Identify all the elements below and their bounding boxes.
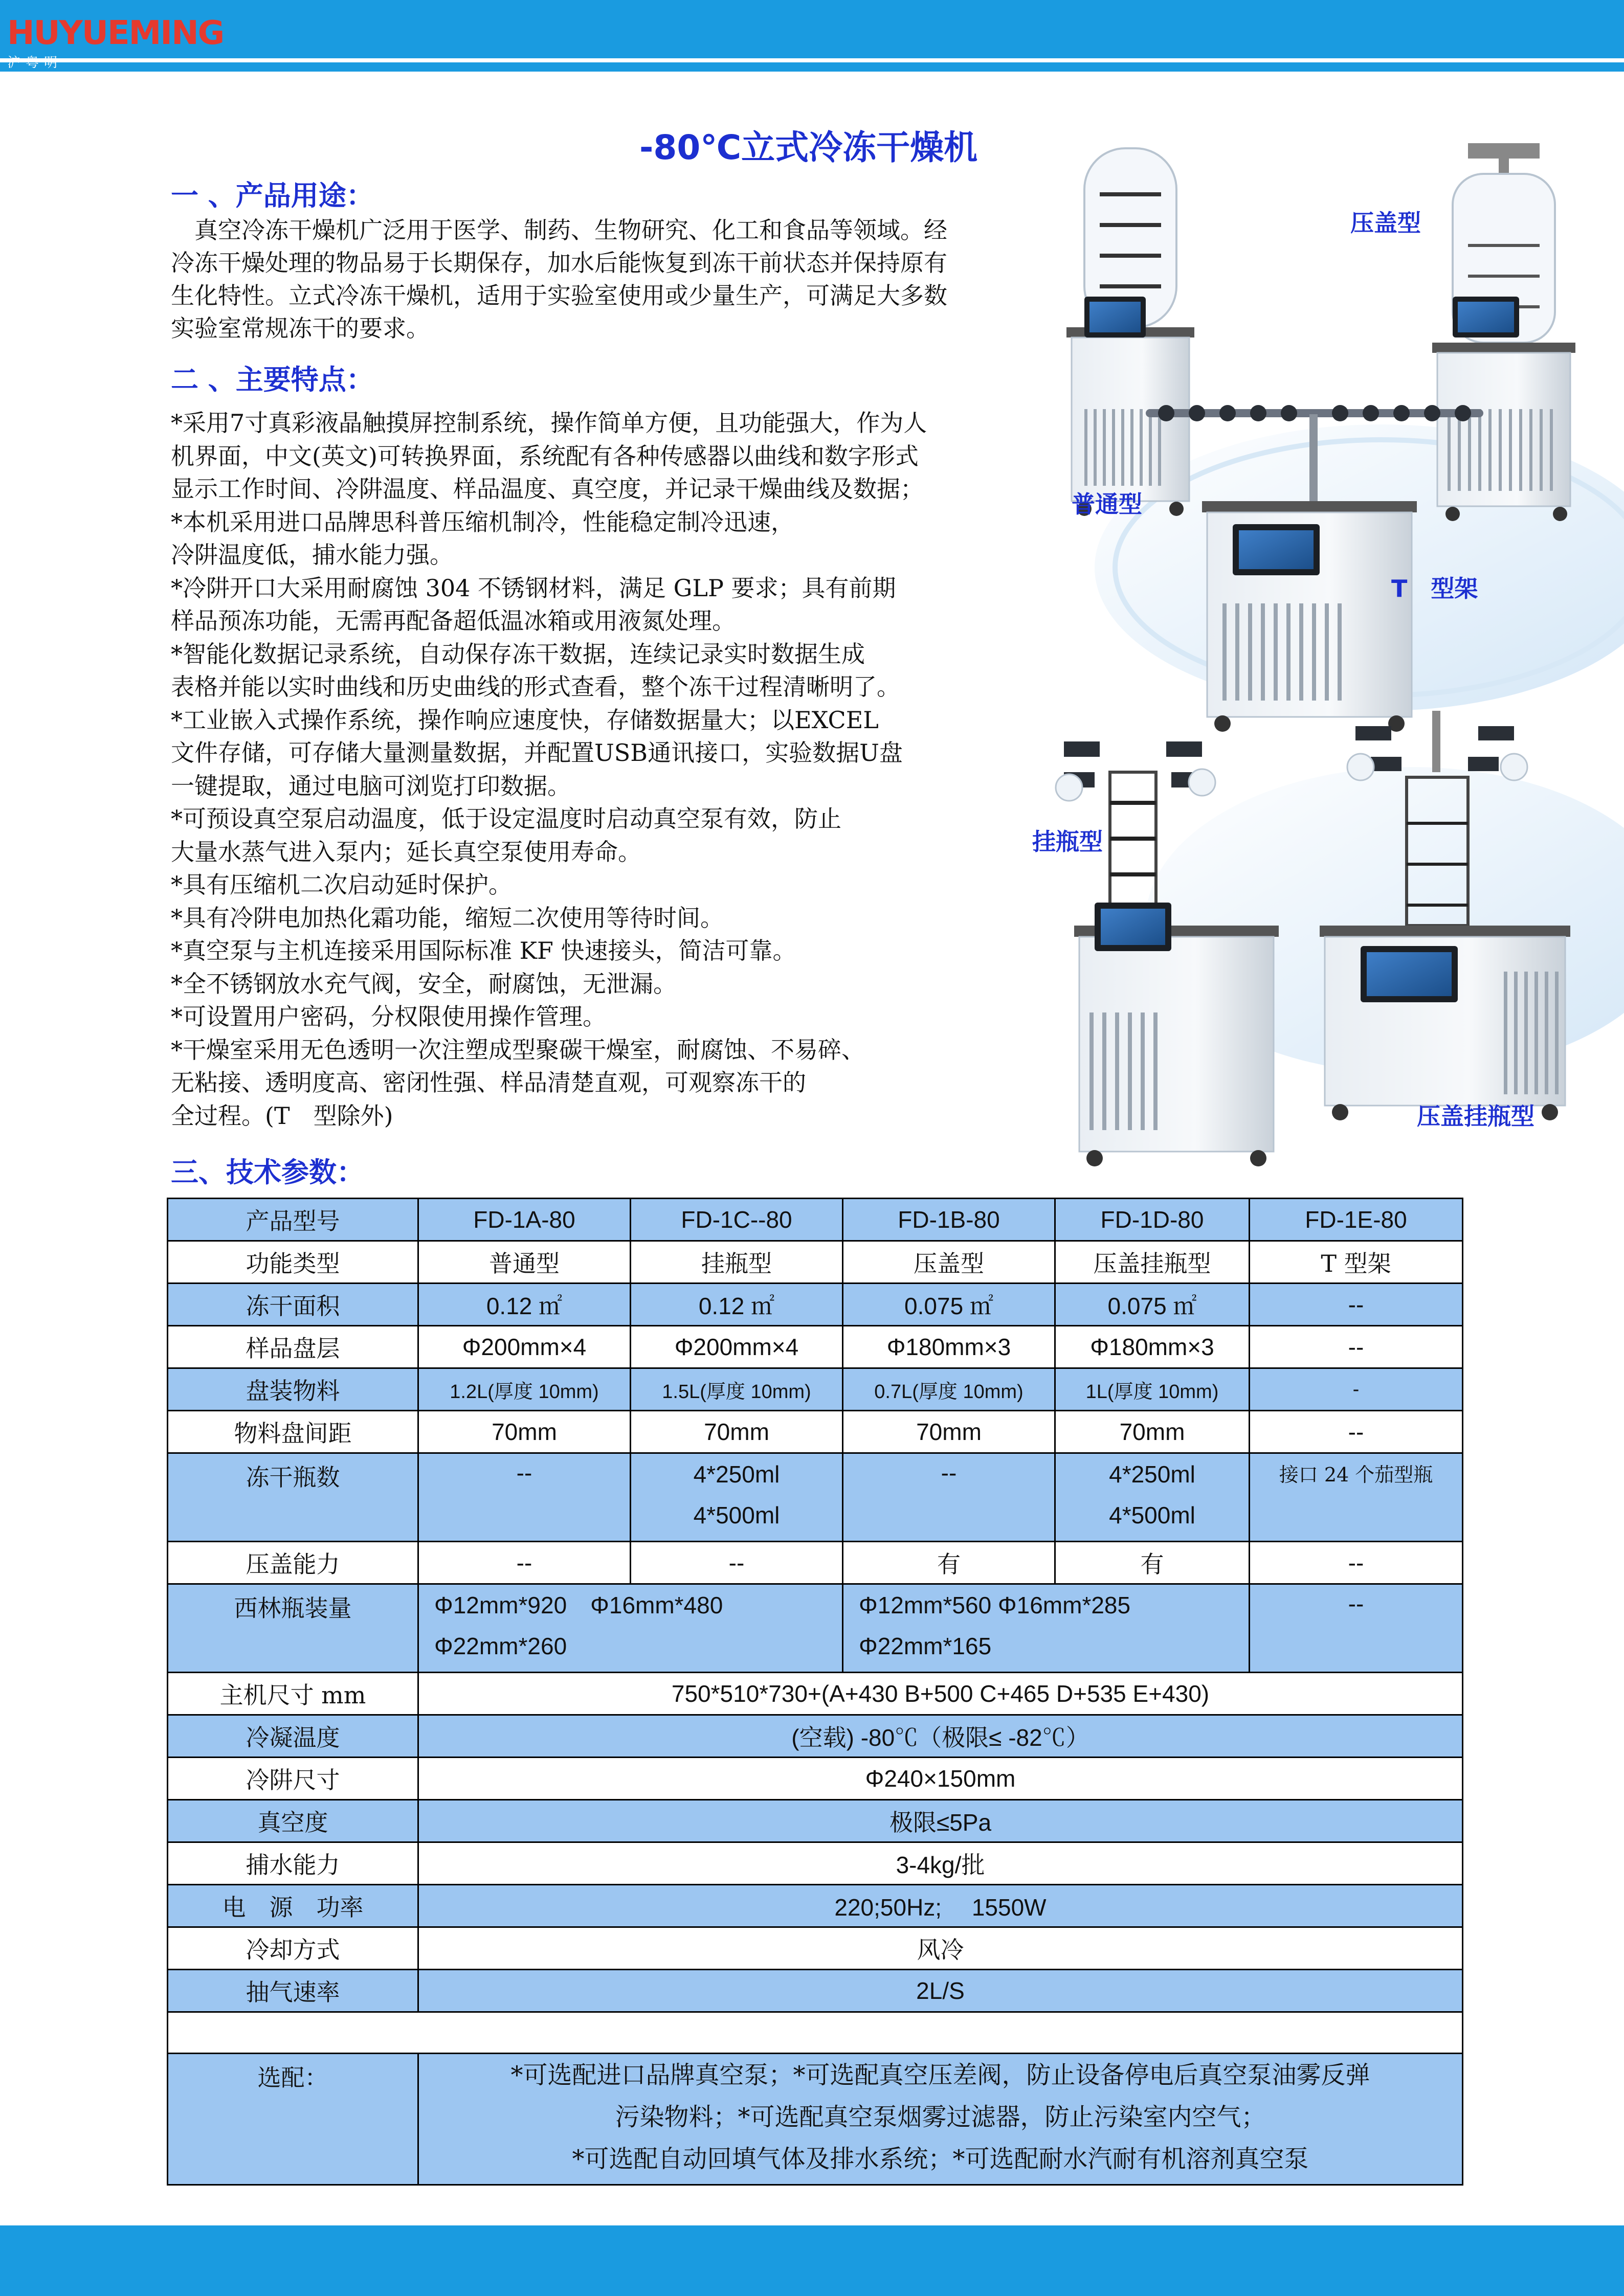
- table-cell: --: [418, 1542, 631, 1584]
- table-cell: FD-1D-80: [1055, 1199, 1250, 1241]
- table-row: [168, 1842, 1463, 1885]
- feature-line: 全过程。(T 型除外): [171, 1101, 393, 1130]
- logo-chinese: 沪粤明: [7, 55, 63, 71]
- vial-value: Φ12mm*920 Φ16mm*480: [434, 1592, 723, 1618]
- header-band: [0, 0, 1624, 72]
- feature-line: *智能化数据记录系统，自动保存冻干数据，连续记录实时数据生成: [171, 640, 865, 668]
- table-cell: --: [1250, 1542, 1463, 1584]
- flask-value: 4*500ml: [1109, 1502, 1195, 1528]
- option-line: *可选配进口品牌真空泵；*可选配真空压差阀，防止设备停电后真空泵油雾反弹: [510, 2061, 1370, 2089]
- feature-line: *工业嵌入式操作系统，操作响应速度快，存储数据量大；以EXCEL: [171, 706, 879, 734]
- table-row: [168, 1284, 1463, 1326]
- table-cell: Φ180mm×3: [843, 1326, 1055, 1368]
- table-cell: 1L(厚度 10mm): [1055, 1368, 1250, 1411]
- table-cell: FD-1C--80: [631, 1199, 843, 1241]
- table-cell: 压盖挂瓶型: [1055, 1241, 1250, 1284]
- table-cell: 冷凝温度: [168, 1715, 418, 1758]
- product-photo: [1054, 143, 1624, 1176]
- table-cell: 抽气速率: [168, 1970, 418, 2012]
- table-cell: --: [1250, 1584, 1463, 1673]
- features-heading: 二 、主要特点：: [171, 364, 374, 396]
- table-cell: --: [843, 1453, 1055, 1542]
- table-cell: [418, 1584, 843, 1673]
- table-cell: 750*510*730+(A+430 B+500 C+465 D+535 E+430): [418, 1673, 1463, 1715]
- table-row: [168, 1584, 1463, 1673]
- table-cell: 70mm: [631, 1411, 843, 1453]
- table-cell: 选配：: [168, 2054, 418, 2185]
- machine-capping: [1432, 143, 1575, 521]
- feature-line: *全不锈钢放水充气阀，安全，耐腐蚀，无泄漏。: [171, 970, 677, 998]
- table-cell: 0.075 ㎡: [1055, 1284, 1250, 1326]
- table-row: [168, 1800, 1463, 1842]
- table-cell: T 型架: [1250, 1241, 1463, 1284]
- table-cell: -: [1250, 1368, 1463, 1411]
- table-cell: 70mm: [418, 1411, 631, 1453]
- feature-line: *可设置用户密码，分权限使用操作管理。: [171, 1003, 606, 1030]
- table-cell: Φ200mm×4: [631, 1326, 843, 1368]
- label-manifold: 挂瓶型: [1032, 828, 1103, 856]
- label-standard: 普通型: [1072, 490, 1142, 518]
- feature-line: *可预设真空泵启动温度，低于设定温度时启动真空泵有效，防止: [171, 805, 841, 832]
- page-title: -80℃立式冷冻干燥机: [639, 128, 978, 167]
- usage-line: 生化特性。立式冷冻干燥机，适用于实验室使用或少量生产，可满足大多数: [171, 282, 947, 309]
- label-t-rack: T 型架: [1391, 575, 1478, 602]
- table-cell: 盘装物料: [168, 1368, 418, 1411]
- vial-value: Φ22mm*165: [859, 1633, 992, 1659]
- table-cell: 1.2L(厚度 10mm): [418, 1368, 631, 1411]
- table-cell: 主机尺寸 mm: [168, 1673, 418, 1715]
- table-row: [168, 1453, 1463, 1542]
- table-cell: 0.7L(厚度 10mm): [843, 1368, 1055, 1411]
- feature-line: 显示工作时间、冷阱温度、样品温度、真空度，并记录干燥曲线及数据；: [171, 475, 924, 503]
- table-cell: Φ240×150mm: [418, 1758, 1463, 1800]
- table-row: [168, 1673, 1463, 1715]
- table-cell: 挂瓶型: [631, 1241, 843, 1284]
- feature-line: 无粘接、透明度高、密闭性强、样品清楚直观，可观察冻干的: [171, 1069, 806, 1096]
- table-row: [168, 1326, 1463, 1368]
- params-heading: 三、技术参数：: [171, 1156, 364, 1188]
- usage-line: 冷冻干燥处理的物品易于长期保存，加水后能恢复到冻干前状态并保持原有: [171, 249, 947, 277]
- table-cell: Φ180mm×3: [1055, 1326, 1250, 1368]
- table-cell: 捕水能力: [168, 1842, 418, 1885]
- feature-line: 大量水蒸气进入泵内；延长真空泵使用寿命。: [171, 838, 641, 866]
- table-cell: 样品盘层: [168, 1326, 418, 1368]
- flask-value: 4*250ml: [1109, 1461, 1195, 1488]
- logo-text: HUYUEMING: [7, 14, 224, 52]
- table-cell: 压盖型: [843, 1241, 1055, 1284]
- label-capping-manifold: 压盖挂瓶型: [1417, 1102, 1534, 1130]
- table-cell: 压盖能力: [168, 1542, 418, 1584]
- table-cell: 产品型号: [168, 1199, 418, 1241]
- table-cell: [418, 2054, 1463, 2185]
- table-cell: 电 源 功率: [168, 1885, 418, 1927]
- table-cell: --: [631, 1542, 843, 1584]
- table-cell: (空载) -80℃（极限≤ -82℃）: [418, 1715, 1463, 1758]
- table-cell: 0.12 ㎡: [631, 1284, 843, 1326]
- table-cell: --: [1250, 1284, 1463, 1326]
- table-cell: 冷阱尺寸: [168, 1758, 418, 1800]
- spec-table: [167, 1198, 1463, 2186]
- footer-band: [0, 2225, 1624, 2296]
- table-row: [168, 1970, 1463, 2012]
- table-cell: 功能类型: [168, 1241, 418, 1284]
- brand-logo: [7, 14, 224, 71]
- feature-line: 机界面，中文(英文)可转换界面，系统配有各种传感器以曲线和数字形式: [171, 442, 919, 470]
- table-cell: --: [418, 1453, 631, 1542]
- feature-line: 文件存储，可存储大量测量数据，并配置USB通讯接口，实验数据U盘: [171, 739, 903, 767]
- table-row-empty: [168, 2012, 1463, 2054]
- usage-line: 实验室常规冻干的要求。: [171, 314, 430, 342]
- options-row: [168, 2054, 1463, 2185]
- vial-value: Φ22mm*260: [434, 1633, 567, 1659]
- product-illustrations: [1054, 143, 1624, 1176]
- table-cell: --: [1250, 1326, 1463, 1368]
- table-cell: 220;50Hz; 1550W: [418, 1885, 1463, 1927]
- table-cell: 有: [1055, 1542, 1250, 1584]
- table-cell: 1.5L(厚度 10mm): [631, 1368, 843, 1411]
- table-cell: [631, 1453, 843, 1542]
- table-row: [168, 1411, 1463, 1453]
- feature-line: 冷阱温度低，捕水能力强。: [171, 541, 453, 569]
- table-cell: Φ200mm×4: [418, 1326, 631, 1368]
- table-row: [168, 1885, 1463, 1927]
- table-cell: FD-1A-80: [418, 1199, 631, 1241]
- table-row: [168, 1368, 1463, 1411]
- option-line: 污染物料；*可选配真空泵烟雾过滤器，防止污染室内空气；: [615, 2103, 1266, 2131]
- feature-line: *具有冷阱电加热化霜功能，缩短二次使用等待时间。: [171, 904, 724, 932]
- table-cell: 普通型: [418, 1241, 631, 1284]
- feature-line: *采用7寸真彩液晶触摸屏控制系统，操作简单方便，且功能强大，作为人: [171, 409, 927, 437]
- feature-line: *具有压缩机二次启动延时保护。: [171, 871, 512, 898]
- usage-line: 真空冷冻干燥机广泛用于医学、制药、生物研究、化工和食品等领域。经: [171, 216, 947, 244]
- label-capping: 压盖型: [1350, 209, 1421, 237]
- table-cell: --: [1250, 1411, 1463, 1453]
- feature-line: *干燥室采用无色透明一次注塑成型聚碳干燥室，耐腐蚀、不易碎、: [171, 1036, 865, 1064]
- table-cell: 70mm: [843, 1411, 1055, 1453]
- header-stripe: [0, 58, 1624, 62]
- table-row: [168, 1927, 1463, 1970]
- features-list: [171, 407, 1071, 1132]
- flask-value: 4*250ml: [693, 1461, 780, 1488]
- usage-paragraph: [171, 214, 1071, 345]
- table-cell: 70mm: [1055, 1411, 1250, 1453]
- table-cell: 0.12 ㎡: [418, 1284, 631, 1326]
- table-cell: FD-1B-80: [843, 1199, 1055, 1241]
- table-cell: 3-4kg/批: [418, 1842, 1463, 1885]
- table-row: [168, 1241, 1463, 1284]
- feature-line: 表格并能以实时曲线和历史曲线的形式查看，整个冻干过程清晰明了。: [171, 673, 900, 701]
- table-row: [168, 1542, 1463, 1584]
- table-cell: [1055, 1453, 1250, 1542]
- table-cell: 真空度: [168, 1800, 418, 1842]
- table-cell: 0.075 ㎡: [843, 1284, 1055, 1326]
- feature-line: 样品预冻功能，无需再配备超低温冰箱或用液氮处理。: [171, 607, 736, 635]
- table-header-row: [168, 1199, 1463, 1241]
- option-line: *可选配自动回填气体及排水系统；*可选配耐水汽耐有机溶剂真空泵: [572, 2145, 1309, 2173]
- machine-standard: [1066, 148, 1194, 516]
- feature-line: 一键提取，通过电脑可浏览打印数据。: [171, 772, 571, 800]
- vial-value: Φ12mm*560 Φ16mm*285: [859, 1592, 1131, 1618]
- table-cell: 接口 24 个茄型瓶: [1250, 1453, 1463, 1542]
- table-cell: 冷却方式: [168, 1927, 418, 1970]
- table-cell: [843, 1584, 1250, 1673]
- table-cell: 2L/S: [418, 1970, 1463, 2012]
- table-cell: 西林瓶装量: [168, 1584, 418, 1673]
- table-row: [168, 1715, 1463, 1758]
- table-cell: 风冷: [418, 1927, 1463, 1970]
- table-row: [168, 1758, 1463, 1800]
- table-cell: FD-1E-80: [1250, 1199, 1463, 1241]
- feature-line: *本机采用进口品牌思科普压缩机制冷，性能稳定制冷迅速，: [171, 508, 794, 536]
- table-cell: [168, 2012, 1463, 2054]
- feature-line: *真空泵与主机连接采用国际标准 KF 快速接头，简洁可靠。: [171, 937, 796, 964]
- feature-line: *冷阱开口大采用耐腐蚀 304 不锈钢材料，满足 GLP 要求；具有前期: [171, 574, 896, 602]
- table-cell: 极限≤5Pa: [418, 1800, 1463, 1842]
- table-cell: 冻干面积: [168, 1284, 418, 1326]
- table-cell: 有: [843, 1542, 1055, 1584]
- table-cell: 冻干瓶数: [168, 1453, 418, 1542]
- usage-heading: 一 、产品用途：: [171, 179, 374, 212]
- table-cell: 物料盘间距: [168, 1411, 418, 1453]
- flask-value: 4*500ml: [693, 1502, 780, 1528]
